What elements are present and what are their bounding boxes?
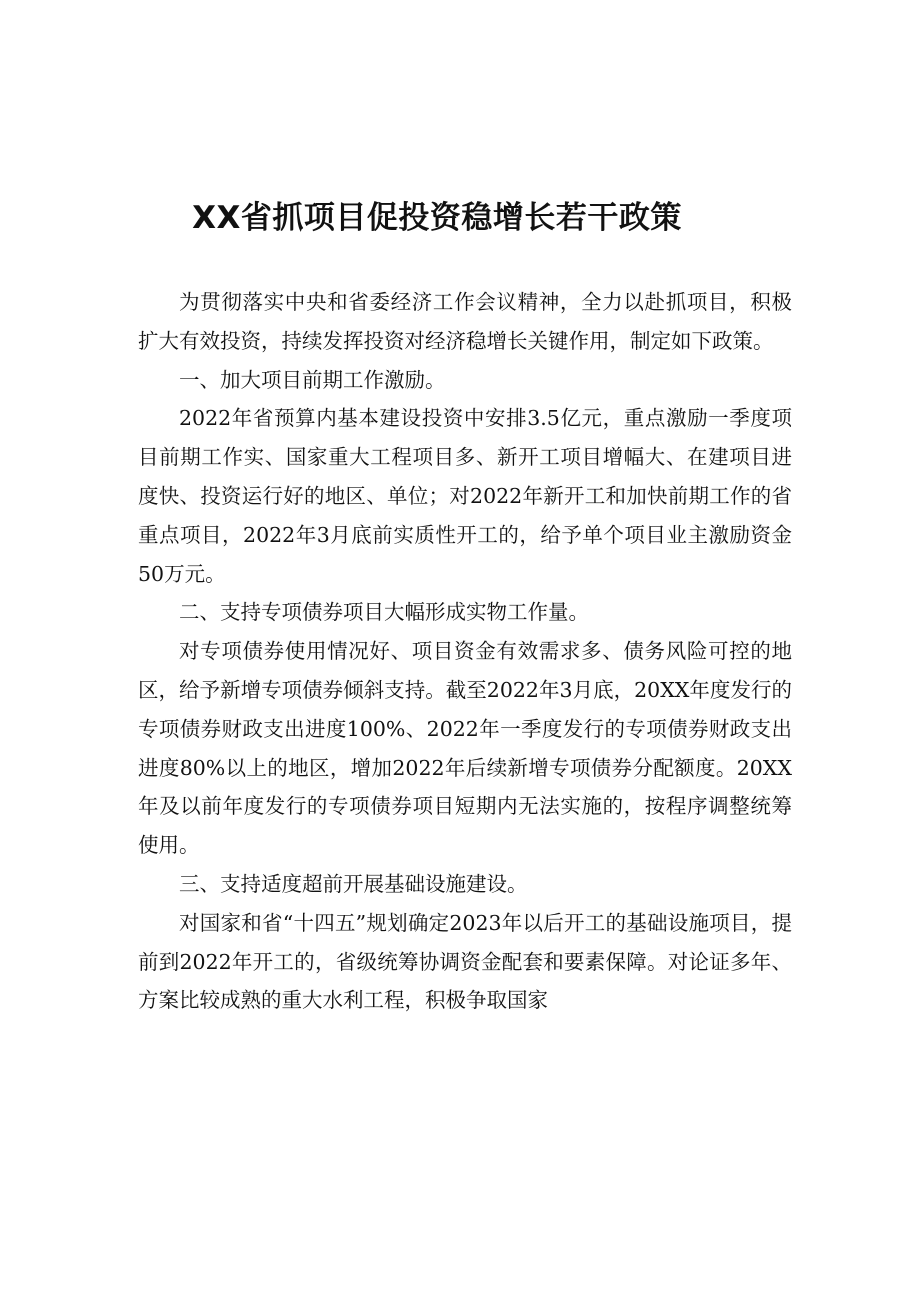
- document-title: XX省抓项目促投资稳增长若干政策: [192, 200, 682, 236]
- document-body: [138, 283, 792, 1020]
- section-1-body: 2022年省预算内基本建设投资中安排3.5亿元，重点激励一季度项目前期工作实、国家重大工程项目多、新开工项目增幅大、在建项目进度快、投资运行好的地区、单位；对2022年新开工和加快前期工作的省重点项目，2022年3月底前实质性开工的，给予单个项目业主激励资金50万元。: [138, 406, 792, 586]
- section-2-heading: 二、支持专项债券项目大幅形成实物工作量。: [179, 600, 589, 625]
- section-3-heading: 三、支持适度超前开展基础设施建设。: [179, 871, 528, 896]
- section-2-body: 对专项债券使用情况好、项目资金有效需求多、债务风险可控的地区，给予新增专项债券倾斜支持。截至2022年3月底，20XX年度发行的专项债券财政支出进度100%、2022年一季度发行的专项债券财政支出进度80%以上的地区，增加2022年后续新增专项债券分配额度。20XX年及以前年度发行的专项债券项目短期内无法实施的，按程序调整统筹使用。: [138, 639, 792, 858]
- intro-paragraph: 为贯彻落实中央和省委经济工作会议精神，全力以赴抓项目，积极扩大有效投资，持续发挥投资对经济稳增长关键作用，制定如下政策。: [138, 290, 792, 353]
- section-3-body: 对国家和省“十四五”规划确定2023年以后开工的基础设施项目，提前到2022年开工的，省级统筹协调资金配套和要素保障。对论证多年、方案比较成熟的重大水利工程，积极争取国家: [138, 910, 792, 1013]
- section-1-heading: 一、加大项目前期工作激励。: [179, 367, 446, 392]
